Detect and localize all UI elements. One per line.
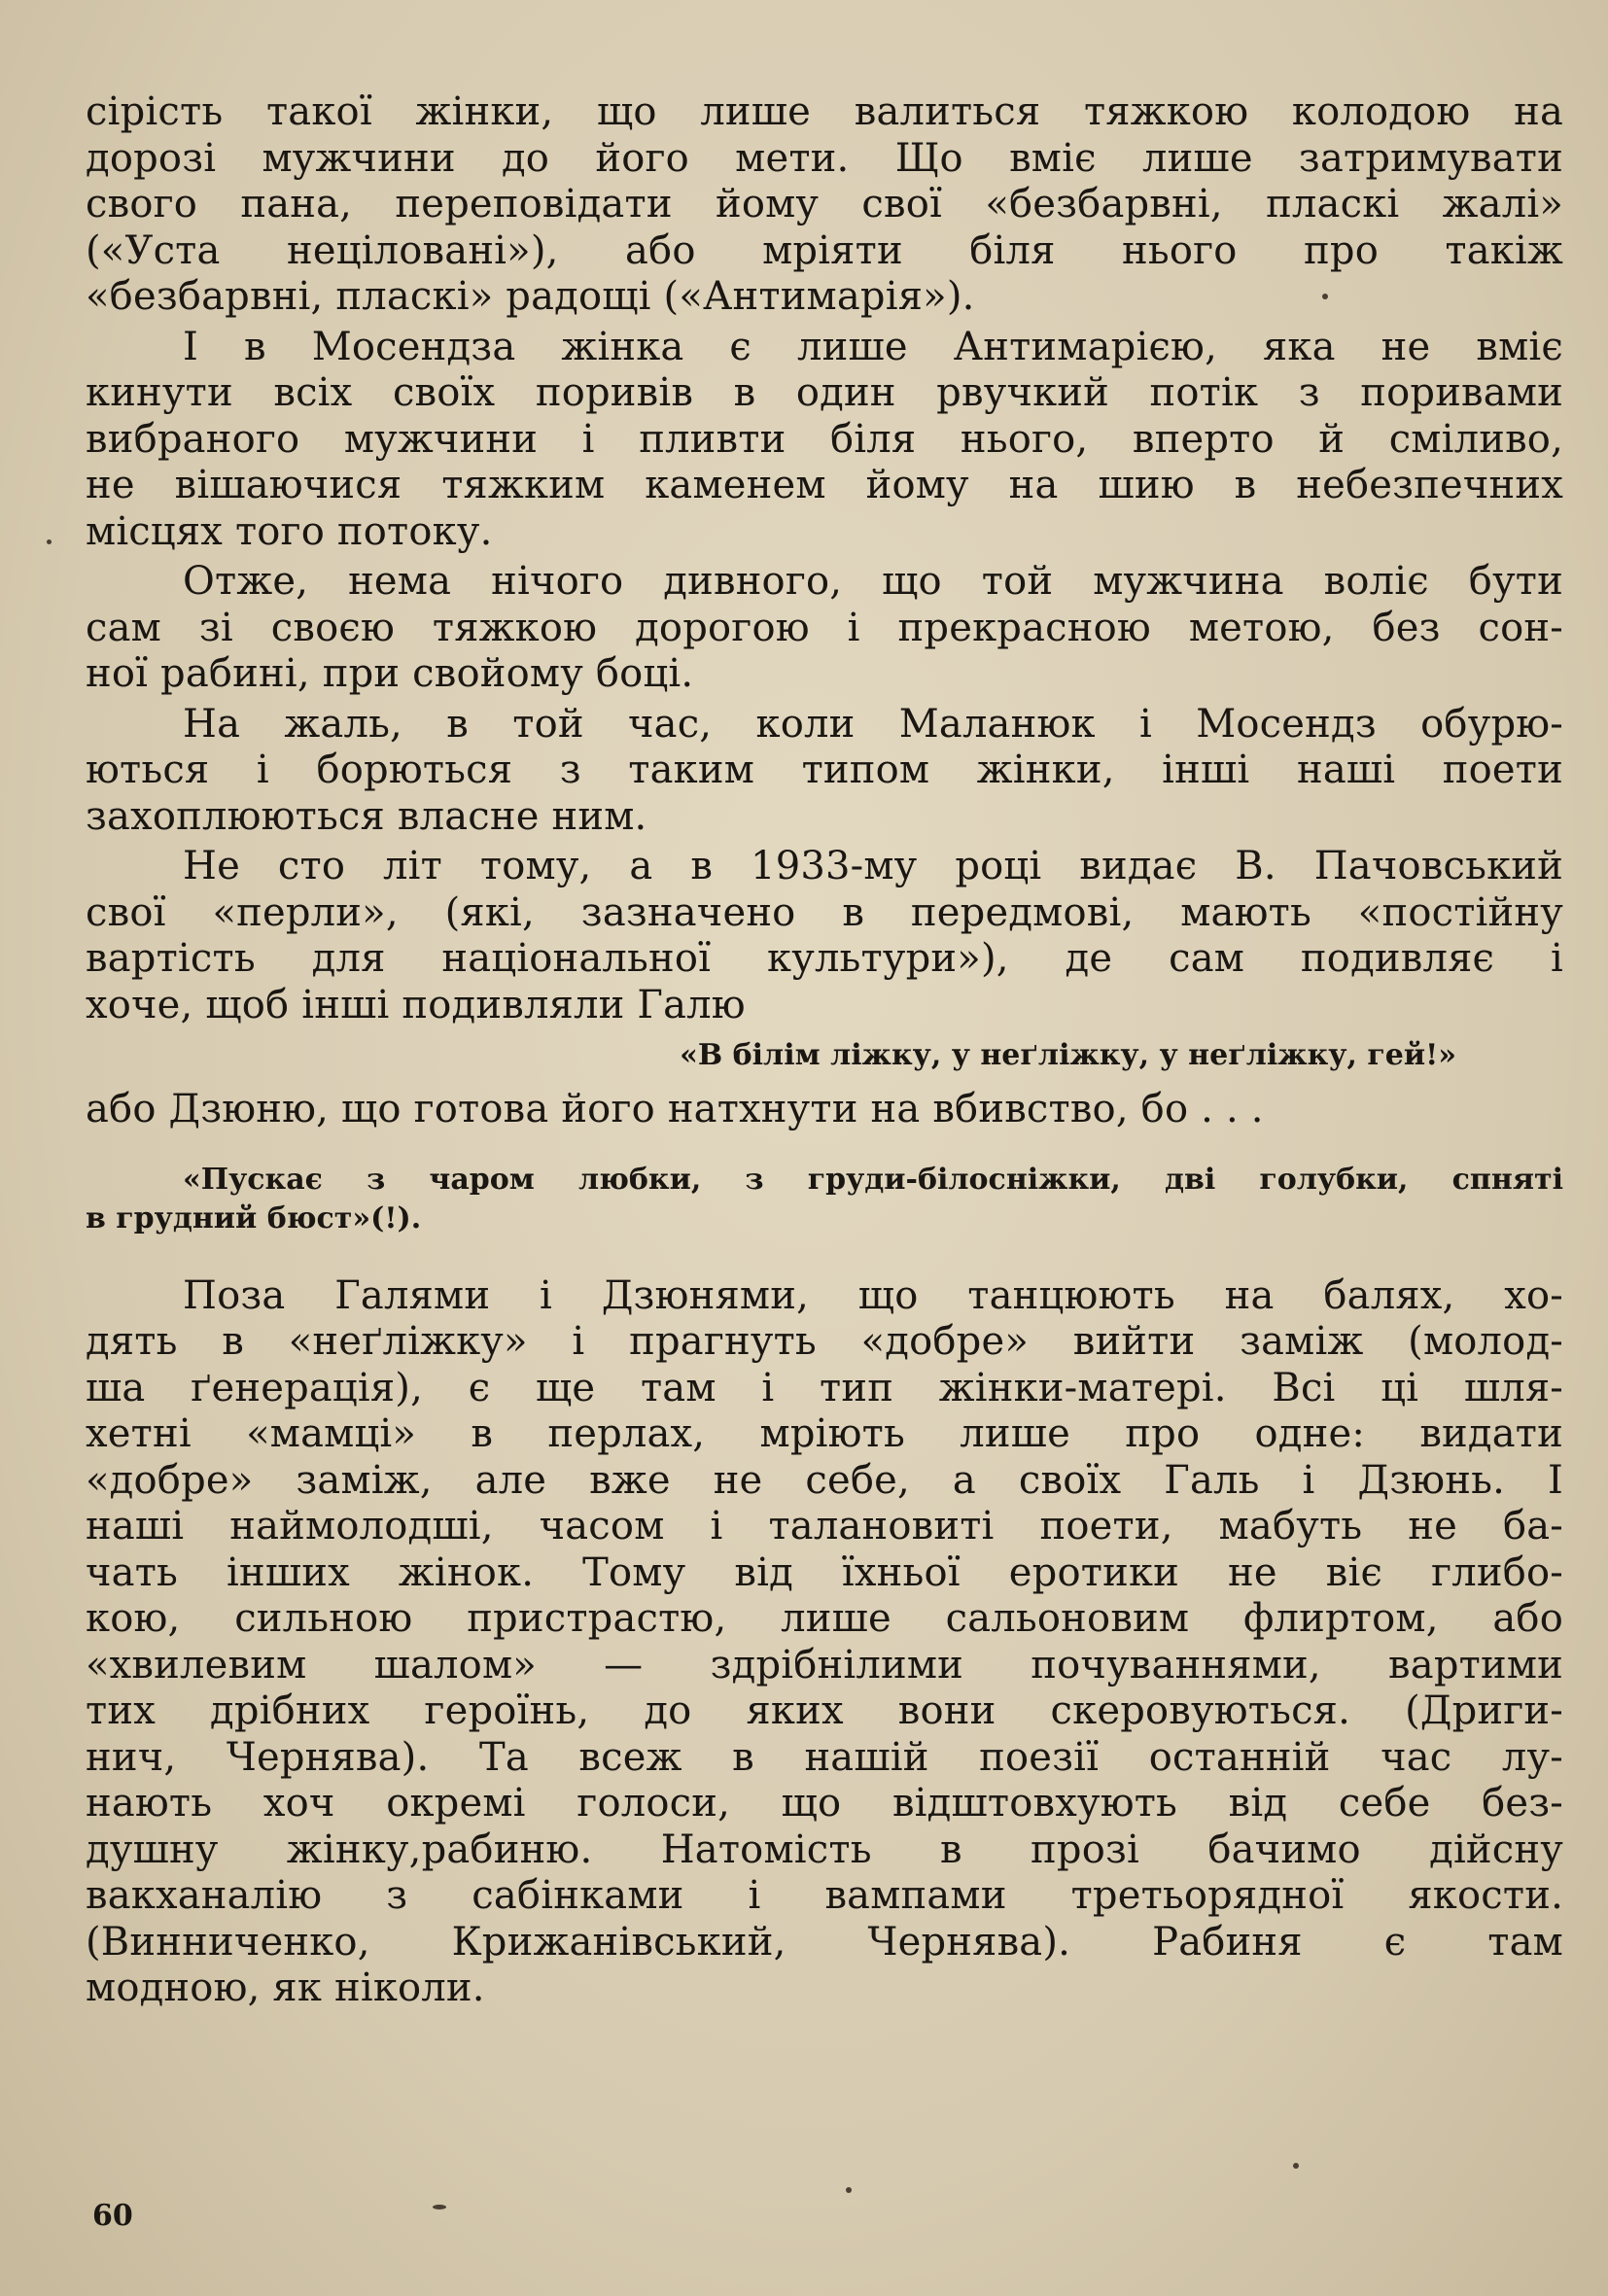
text-line: місцях того потоку. [86,508,493,554]
text-line: чать інших жінок. Тому від їхньої еротики не віє глибо- [86,1549,1563,1595]
book-page [86,89,1563,2247]
text-line: І в Мосендза жінка є лише Антимарією, яка не вміє [183,324,1563,369]
text-line: вакханалію з сабінками і вампами третьорядної якости. [86,1873,1563,1918]
text-line: хоче, щоб інші подивляли Галю [86,982,746,1027]
text-line: ша ґенерація), є ще там і тип жінки-матері. Всі ці шля- [86,1365,1563,1410]
text-line: кинути всіх своїх поривів в один рвучкий потік з поривами [86,370,1563,415]
text-line: (Винниченко, Крижанівський, Чернява). Рабиня є там [86,1919,1563,1965]
text-line: кою, сильною пристрастю, лише сальоновим флиртом, або [86,1596,1563,1641]
text-line: сам зі своєю тяжкою дорогою і прекрасною метою, без сон- [86,605,1563,650]
text-line: сірість такої жінки, що лише валиться тяжкою колодою на [86,89,1563,134]
text-line: дорозі мужчини до його мети. Що вміє лише затримувати [86,135,1563,181]
text-line: («Уста неціловані»), або мріяти біля нього про такіж [86,227,1563,273]
text-line: Отже, нема нічого дивного, що той мужчина воліє бути [183,559,1563,604]
text-line: не вішаючися тяжким каменем йому на шию в небезпечних [86,463,1563,507]
text-line: свої «перли», (які, зазначено в передмові, мають «постійну [86,889,1563,935]
text-line: На жаль, в той час, коли Маланюк і Мосендз обурю- [183,701,1563,747]
poem-quote-2 [86,1161,1563,1238]
paragraph-2 [86,325,1563,556]
text-line: Не сто літ тому, а в 1933-му році видає В. Пачовський [183,844,1563,888]
text-line: нають хоч окремі голоси, що відштовхують від себе без- [86,1781,1563,1826]
paper-speck [1322,294,1328,299]
text-line: ються і борються з таким типом жінки, інші наші поети [86,748,1563,792]
paragraph-4 [86,702,1563,841]
text-line: ної рабині, при свойому боці. [86,651,694,696]
text-line: модною, як ніколи. [86,1966,485,2010]
poem-quote-1: «В білім ліжку, у неґліжку, у неґліжку, гей!» [680,1038,1456,1072]
quote-line: в грудний бюст»(!). [86,1200,422,1235]
text-line: «добре» заміж, але вже не себе, а своїх Галь і Дзюнь. І [86,1457,1563,1503]
paper-speck [846,2187,852,2193]
text-line: захоплюються власне ним. [86,793,647,839]
paragraph-1 [86,89,1563,321]
text-line: «безбарвні, пласкі» радощі («Антимарія»). [86,274,975,319]
text-line: або Дзюню, що готова його натхнути на вбивство, бо . . . [86,1087,1264,1131]
text-line: душну жінку,рабиню. Натомість в прозі бачимо дійсну [86,1826,1563,1872]
quote-line: «Пускає з чаром любки, з груди-білосніжки, дві голубки, спняті [183,1162,1563,1197]
paper-speck [433,2205,446,2209]
text-line: вартість для національної культури»), де сам подивляє і [86,936,1563,981]
text-line: Поза Галями і Дзюнями, що танцюють на балях, хо- [183,1272,1563,1318]
text-line: наші наймолодші, часом і талановиті поети, мабуть не ба- [86,1504,1563,1548]
paper-speck [1293,2163,1299,2169]
paragraph-final [86,1273,1563,2012]
paragraph-after-quote [86,1087,1563,1133]
text-line: свого пана, переповідати йому свої «безбарвні, пласкі жалі» [86,182,1563,226]
text-line: вибраного мужчини і пливти біля нього, вперто й сміливо, [86,416,1563,462]
text-line: тих дрібних героїнь, до яких вони скеровуються. (Дриги- [86,1688,1563,1733]
paragraph-5 [86,844,1563,1028]
paragraph-3 [86,559,1563,698]
text-line: нич, Чернява). Та всеж в нашій поезії останній час лу- [86,1734,1563,1780]
page-number: 60 [92,2199,133,2233]
text-line: хетні «мамці» в перлах, мріють лише про одне: видати [86,1411,1563,1456]
text-line: дять в «неґліжку» і прагнуть «добре» вийти заміж (молод- [86,1319,1563,1364]
paper-speck [47,539,52,544]
text-line: «хвилевим шалом» — здрібнілими почуваннями, вартими [86,1642,1563,1687]
